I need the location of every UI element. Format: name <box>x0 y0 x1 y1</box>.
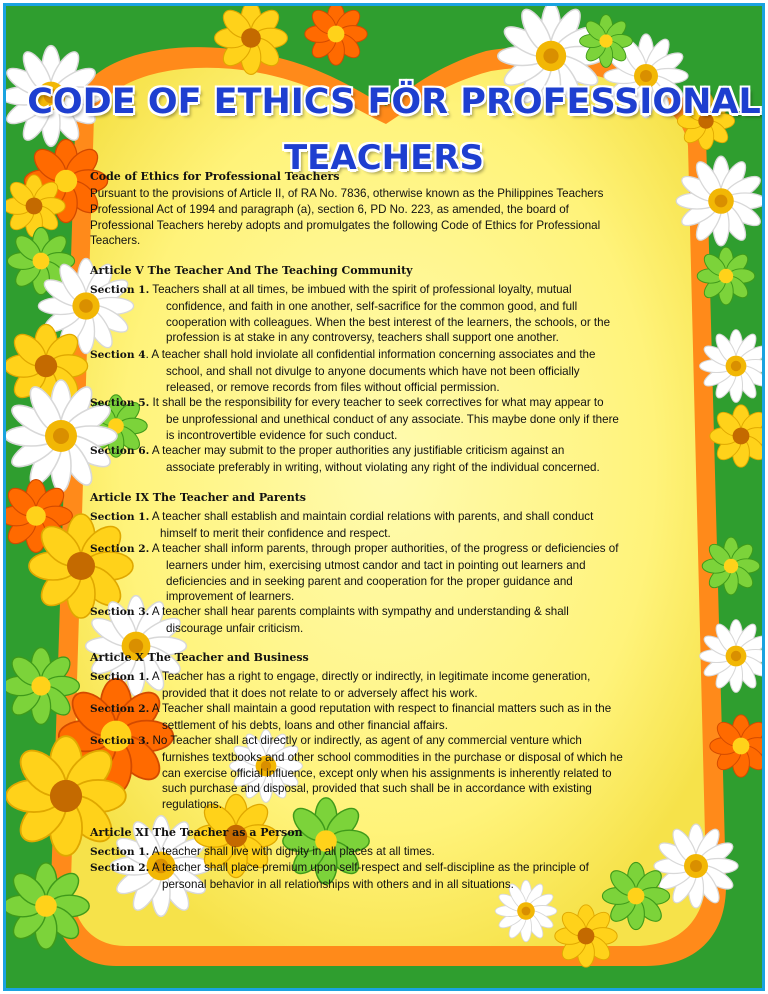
section-item <box>90 860 700 893</box>
section-text: provided that it does not relate to or adversely affect his work. <box>162 686 478 700</box>
section-item <box>90 282 700 346</box>
section-label: Section 3. <box>90 606 150 618</box>
section-text: is incontrovertible evidence for such conduct. <box>166 428 398 442</box>
section-text: No Teacher shall act directly or indirectly, as agent of any commercial venture which <box>149 734 582 747</box>
section-label: Section 1. <box>90 671 150 683</box>
intro-paragraph <box>90 186 710 249</box>
section-text: deficiencies and in seeking parent and cooperation for the proper guidance and <box>166 574 573 588</box>
section-text: settlement of his debts, loans and other financial affairs. <box>162 718 448 732</box>
section-text: It shall be the responsibility for every teacher to seek correctives for what may appear to <box>149 396 604 409</box>
section-label: Section 1. <box>90 284 150 296</box>
section-text: A teacher shall hear parents complaints with sympathy and understanding & shall <box>149 605 569 618</box>
section-label: Section 1. <box>90 846 150 858</box>
intro-line: Professional Teachers hereby adopts and promulgates the following Code of Ethics for Professional <box>90 218 601 232</box>
section-label: Section 3. <box>90 735 150 747</box>
section-text: regulations. <box>162 798 222 812</box>
section-label: Section 4 <box>90 349 146 361</box>
section-text: cooperation with colleagues. When the best interest of the learners, the schools, or the <box>166 315 611 329</box>
section-text: A teacher shall inform parents, through proper authorities, of the progress or deficiencies of <box>149 542 619 555</box>
section-text: A teacher may submit to the proper authorities any justifiable criticism against an <box>149 444 565 457</box>
section-text: personal behavior in all relationships with others and in all situations. <box>162 877 514 891</box>
subtitle: Code of Ethics for Professional Teachers <box>90 170 340 183</box>
intro-line: Professional Act of 1994 and paragraph (a), section 6, PD No. 223, as amended, the board of <box>90 202 569 216</box>
section-item <box>90 844 700 861</box>
section-text: A teacher shall place premium upon self-respect and self-discipline as the principle of <box>149 861 589 874</box>
section-item <box>90 395 700 443</box>
section-text: furnishes textbooks and other school commodities in the purchase or disposal of which he <box>162 750 623 764</box>
title-line-2: TEACHERS <box>283 138 485 178</box>
section-item <box>90 669 700 702</box>
section-text: school, and shall not divulge to anyone documents which have not been officially <box>166 364 580 378</box>
section-label: Section 2. <box>90 543 150 555</box>
section-item <box>90 604 700 637</box>
document-content <box>6 6 762 988</box>
article-heading: Article X The Teacher and Business <box>90 651 309 664</box>
section-text: learners under him, exercising utmost candor and tact in pointing out learners and <box>166 558 586 572</box>
section-label: Section 2. <box>90 862 150 874</box>
section-text: Teachers shall at all times, be imbued with the spirit of professional loyalty, mutual <box>149 283 572 296</box>
section-text: profession is at stake in any controversy, teachers shall support one another. <box>166 331 559 345</box>
section-text: A teacher shall establish and maintain cordial relations with parents, and shall conduct <box>149 510 594 523</box>
section-label: Section 2. <box>90 703 150 715</box>
article-heading: Article XI The Teacher as a Person <box>90 826 303 839</box>
section-text: discourage unfair criticism. <box>166 621 304 635</box>
section-text: A teacher shall live with dignity in all places at all times. <box>149 845 435 858</box>
section-label: Section 6. <box>90 445 150 457</box>
section-label: Section 1. <box>90 511 150 523</box>
section-text: A Teacher shall maintain a good reputation with respect to financial matters such as in the <box>149 702 612 715</box>
section-item <box>90 443 700 476</box>
article-heading: Article IX The Teacher and Parents <box>90 491 306 504</box>
section-text: improvement of learners. <box>166 590 295 604</box>
article-heading: Article V The Teacher And The Teaching Community <box>90 264 413 277</box>
section-item <box>90 509 700 542</box>
intro-line: Pursuant to the provisions of Article II, of RA No. 7836, otherwise known as the Philippines Teachers <box>90 187 604 200</box>
section-text: released, or remove records from files without official permission. <box>166 380 500 394</box>
section-text: A Teacher has a right to engage, directly or indirectly, in legitimate income generation, <box>149 670 591 683</box>
section-text: associate preferably in writing, without violating any right of the individual concerned. <box>166 460 600 474</box>
section-item <box>90 701 700 734</box>
section-text: . A teacher shall hold inviolate all confidential information concerning associates and the <box>145 348 596 361</box>
section-text: himself to merit their confidence and respect. <box>160 526 391 540</box>
poster-frame <box>3 3 765 991</box>
section-text: be unprofessional and unethical conduct of any associate. This maybe done only if there <box>166 412 619 426</box>
section-text: such purchase and disposal, provided that such shall be in accordance with existing <box>162 782 592 796</box>
section-item <box>90 347 700 395</box>
section-text: confidence, and faith in one another, self-sacrifice for the common good, and full <box>166 299 578 313</box>
title-line-1: CODE OF ETHICS FÖR PROFESSIONAL <box>27 82 761 122</box>
section-text: can exercise official influence, except only when his assignments is inherently related to <box>162 766 612 780</box>
intro-line: Teachers. <box>90 234 141 248</box>
section-item <box>90 733 700 813</box>
section-item <box>90 541 700 605</box>
section-label: Section 5. <box>90 397 150 409</box>
